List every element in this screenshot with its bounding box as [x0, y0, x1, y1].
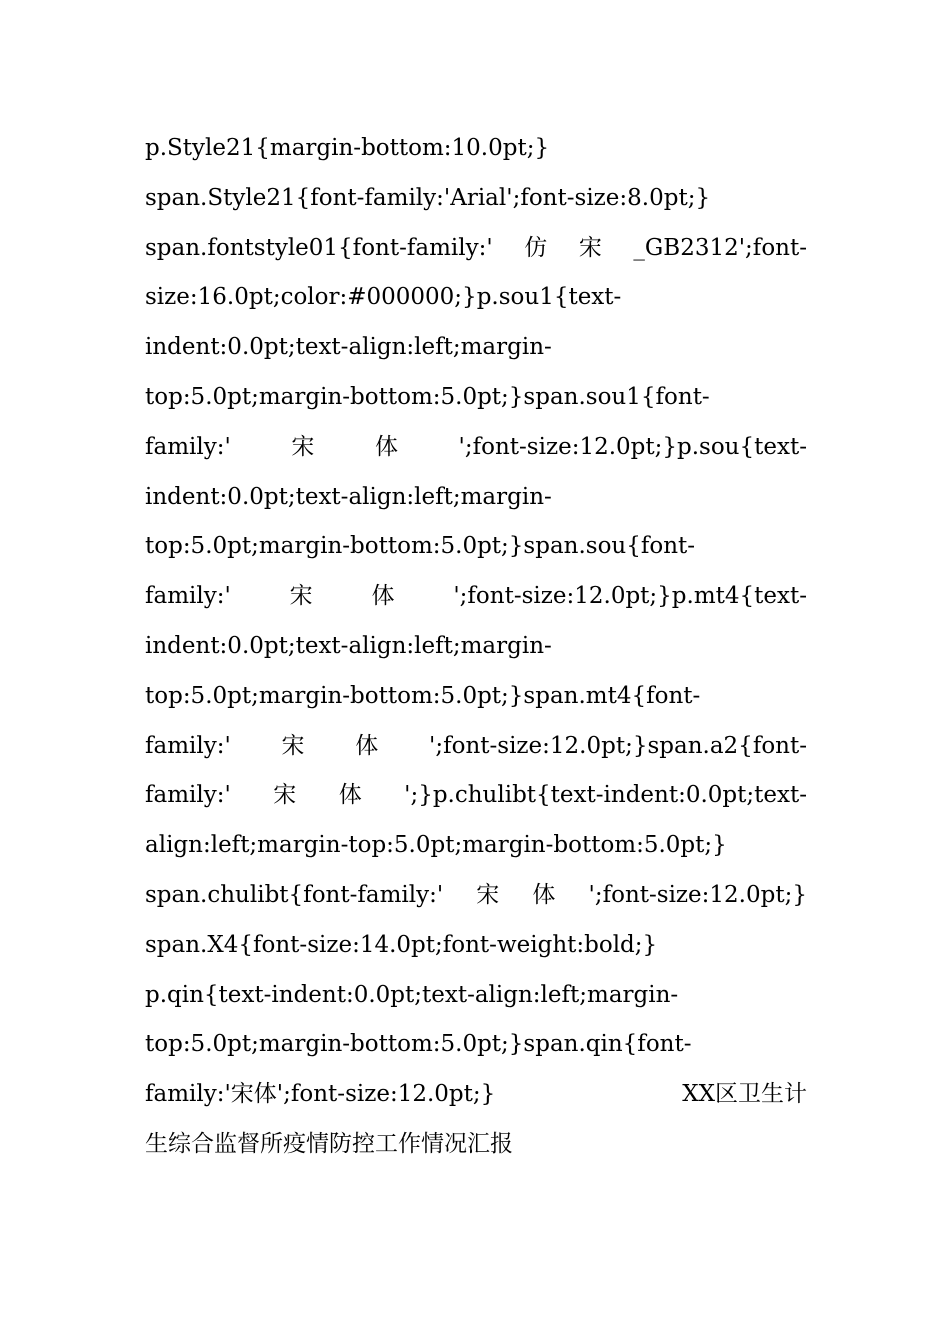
text-line	[145, 473, 807, 523]
text-segment: indent:0.0pt;text-align:left;margin-	[145, 483, 552, 510]
text-line	[145, 572, 807, 622]
text-segment: top:5.0pt;margin-bottom:5.0pt;}span.sou1{font-	[145, 383, 710, 410]
text-segment: ';font-size:12.0pt;}p.mt4{text-	[453, 583, 807, 610]
text-segment: 体	[532, 881, 556, 908]
text-segment: family:'	[145, 732, 231, 759]
text-segment: 宋	[281, 732, 305, 759]
text-line	[145, 672, 807, 722]
text-segment: span.chulibt{font-family:'	[145, 881, 444, 908]
text-segment: size:16.0pt;color:#000000;}p.sou1{text-	[145, 284, 622, 311]
text-line	[145, 423, 807, 473]
text-segment: ';font-size:12.0pt;}p.sou{text-	[458, 433, 807, 460]
text-segment: p.Style21{margin-bottom:10.0pt;}	[145, 135, 550, 161]
document-title-end: 生综合监督所疫情防控工作情况汇报	[145, 1130, 513, 1157]
document-body-text	[145, 124, 807, 1170]
text-segment: 宋	[291, 433, 315, 460]
text-segment: span.Style21{font-family:'Arial';font-size:8.0pt;}	[145, 184, 711, 211]
text-line	[145, 224, 807, 274]
text-segment: span.X4{font-size:14.0pt;font-weight:bold;}	[145, 931, 658, 958]
text-segment: 体	[355, 732, 379, 759]
text-segment: 宋	[273, 782, 297, 809]
text-segment: family:'	[145, 782, 231, 809]
text-segment: family:'	[145, 433, 231, 460]
text-segment: ';font-size:12.0pt;}	[588, 881, 807, 908]
text-segment: 宋	[476, 881, 500, 908]
text-segment: _GB2312';font-	[633, 234, 807, 261]
document-title-start: XX区卫生计	[682, 1081, 807, 1108]
text-segment: p.qin{text-indent:0.0pt;text-align:left;margin-	[145, 981, 679, 1008]
text-segment: ';font-size:12.0pt;}span.a2{font-	[429, 732, 807, 759]
text-segment: 仿	[524, 234, 548, 261]
text-segment: 体	[371, 583, 395, 610]
text-line	[145, 124, 807, 174]
text-line	[145, 522, 807, 572]
text-line	[145, 971, 807, 1021]
text-segment: 宋	[289, 583, 313, 610]
text-segment: span.fontstyle01{font-family:'	[145, 234, 493, 261]
text-line	[145, 1020, 807, 1070]
text-segment: 体	[338, 782, 362, 809]
text-line	[145, 921, 807, 971]
text-line	[145, 1070, 807, 1120]
text-line	[145, 273, 807, 323]
text-segment: indent:0.0pt;text-align:left;margin-	[145, 632, 552, 659]
text-segment: align:left;margin-top:5.0pt;margin-bottom:5.0pt;}	[145, 832, 727, 859]
text-line	[145, 323, 807, 373]
text-segment: ';}p.chulibt{text-indent:0.0pt;text-	[404, 782, 807, 809]
text-line	[145, 373, 807, 423]
text-line	[145, 722, 807, 772]
text-segment: top:5.0pt;margin-bottom:5.0pt;}span.sou{font-	[145, 533, 696, 560]
text-segment: family:'宋体';font-size:12.0pt;}	[145, 1081, 496, 1108]
text-segment: top:5.0pt;margin-bottom:5.0pt;}span.mt4{font-	[145, 682, 701, 709]
text-line	[145, 174, 807, 224]
text-segment: 宋	[578, 234, 602, 261]
text-segment: indent:0.0pt;text-align:left;margin-	[145, 334, 552, 361]
text-segment: top:5.0pt;margin-bottom:5.0pt;}span.qin{font-	[145, 1031, 692, 1058]
text-segment: 体	[374, 433, 398, 460]
text-line	[145, 1120, 807, 1170]
text-line	[145, 871, 807, 921]
text-line	[145, 821, 807, 871]
text-line	[145, 622, 807, 672]
text-line	[145, 771, 807, 821]
text-segment: family:'	[145, 583, 231, 610]
